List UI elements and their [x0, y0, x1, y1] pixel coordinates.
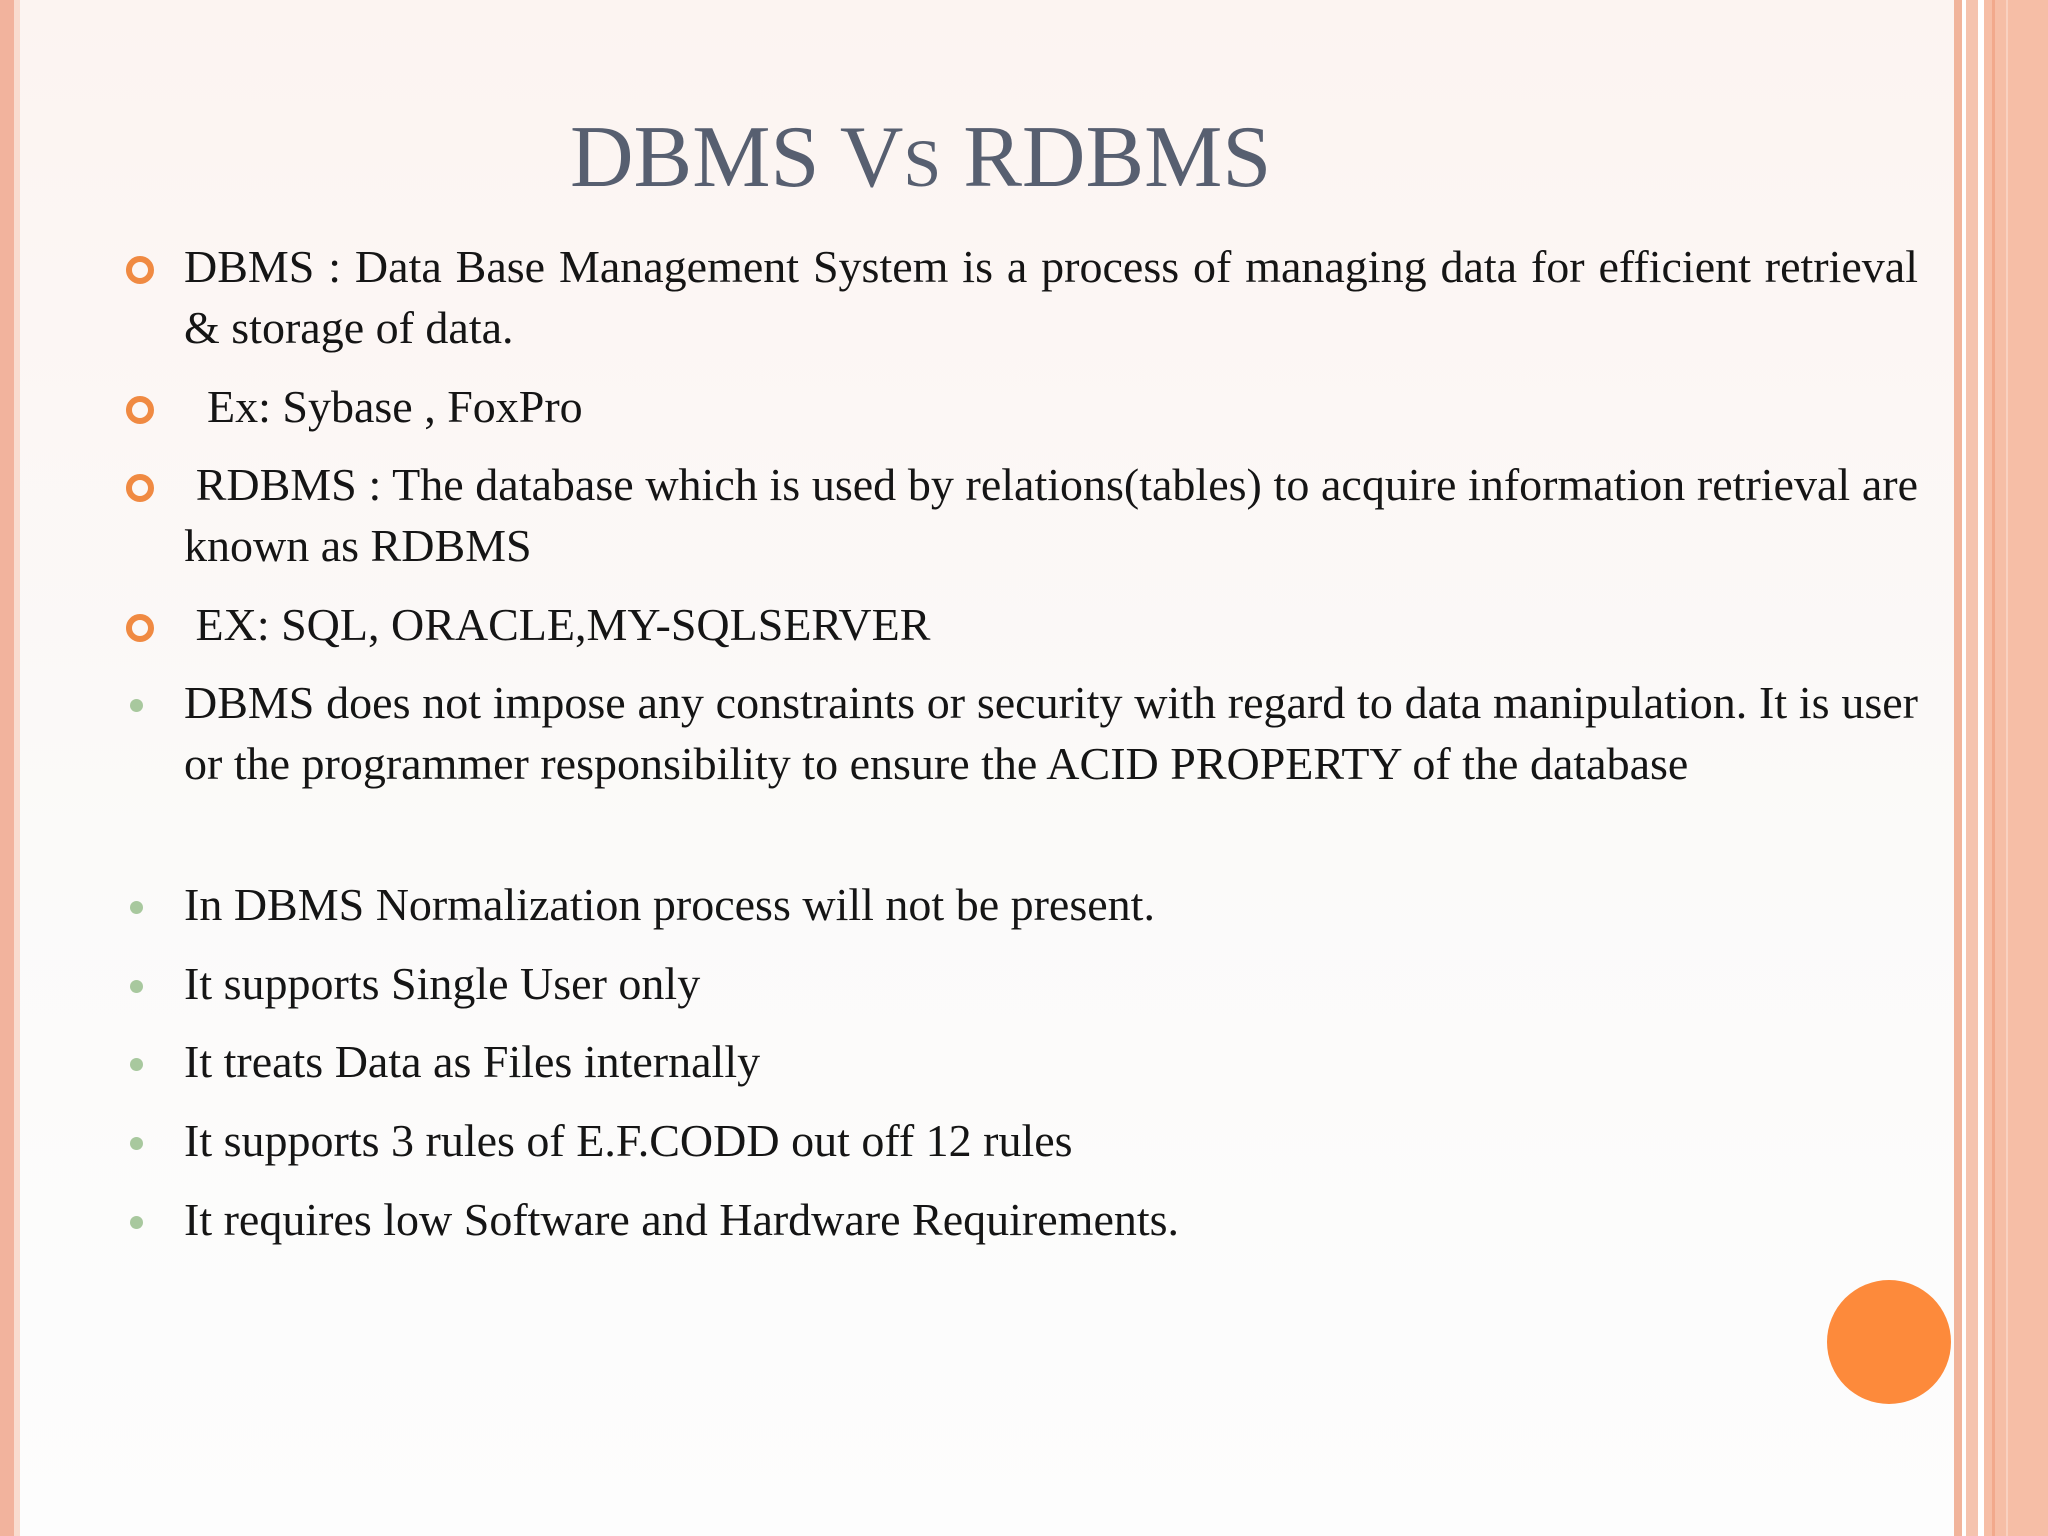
title-part-3: RDBMS	[941, 109, 1272, 206]
list-item	[184, 874, 1918, 935]
list-item-text: DBMS : Data Base Management System is a process of managing data for efficient retrieval & storage of data.	[184, 241, 1918, 353]
list-item	[184, 454, 1918, 576]
dot-bullet-icon	[130, 1058, 143, 1071]
ring-bullet-icon	[126, 614, 154, 642]
list-item	[184, 953, 1918, 1014]
ring-bullet-icon	[126, 256, 154, 284]
list-item-text: It requires low Software and Hardware Requirements.	[184, 1194, 1180, 1245]
list-item	[184, 672, 1918, 794]
list-item	[184, 376, 1918, 437]
list-item-text: RDBMS : The database which is used by relations(tables) to acquire information retrieval are known as RDBMS	[184, 459, 1918, 571]
title-part-2: S	[903, 125, 942, 201]
decorative-orange-circle	[1827, 1280, 1951, 1404]
list-item	[184, 1110, 1918, 1171]
ring-bullet-icon	[126, 396, 154, 424]
list-item	[184, 1189, 1918, 1250]
list-item-text: Ex: Sybase , FoxPro	[184, 381, 583, 432]
list-item	[184, 594, 1918, 655]
dot-bullet-icon	[130, 1216, 143, 1229]
list-item-text: In DBMS Normalization process will not be present.	[184, 879, 1155, 930]
title-part-1: DBMS V	[570, 109, 904, 206]
ring-bullet-icon	[126, 474, 154, 502]
list-item-text: EX: SQL, ORACLE,MY-SQLSERVER	[184, 599, 931, 650]
list-item-text: It supports 3 rules of E.F.CODD out off 12 rules	[184, 1115, 1073, 1166]
list-item-text: It treats Data as Files internally	[184, 1036, 761, 1087]
list-item-text: DBMS does not impose any constraints or security with regard to data manipulation. It is user or the programmer responsibility to ensure the ACID PROPERTY of the database	[184, 677, 1918, 789]
list-item	[184, 236, 1918, 358]
dot-bullet-icon	[130, 1137, 143, 1150]
dot-bullet-icon	[130, 901, 143, 914]
list-item-text: It supports Single User only	[184, 958, 701, 1009]
dot-bullet-icon	[130, 980, 143, 993]
list-item	[184, 1031, 1918, 1092]
dot-bullet-icon	[130, 699, 143, 712]
